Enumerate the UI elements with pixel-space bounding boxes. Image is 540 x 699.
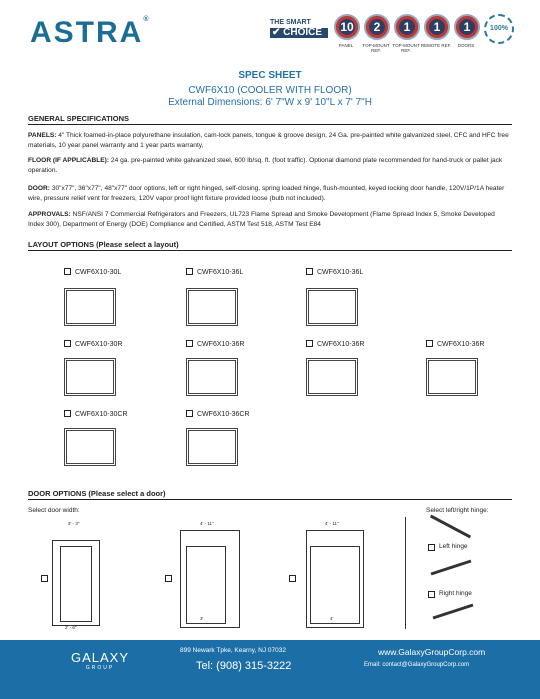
layout-options-heading: LAYOUT OPTIONS (Please select a layout) — [28, 240, 512, 251]
left-hinge-checkbox[interactable] — [428, 544, 435, 551]
layout-diagram-36l-a — [186, 288, 238, 326]
badge-label: DOORS — [457, 43, 475, 48]
badge-label: PANEL — [338, 43, 354, 48]
layout-option-36cr[interactable]: CWF6X10-36CR — [186, 410, 250, 420]
footer-website[interactable]: www.GalaxyGroupCorp.com — [378, 647, 486, 657]
layout-option-36r-c[interactable]: CWF6X10-36R — [426, 340, 484, 350]
warranty-badge-remote: 1 — [424, 14, 450, 40]
hinge-preview-icon — [430, 515, 471, 539]
layout-diagram-30l — [64, 288, 116, 326]
badge-label: TOP-MOUNT REF. — [362, 43, 390, 53]
door-30-checkbox[interactable] — [41, 575, 48, 582]
layout-checkbox[interactable] — [64, 410, 71, 417]
layout-checkbox[interactable] — [306, 340, 313, 347]
layout-diagram-30r — [64, 358, 116, 396]
layout-checkbox[interactable] — [186, 410, 193, 417]
door-30-top-dim: 3' - 3" — [68, 521, 80, 526]
badge-label: REMOTE REF. — [420, 43, 452, 48]
layout-option-36l-a[interactable]: CWF6X10-36L — [186, 268, 243, 278]
warranty-badge-panel: 10 — [334, 14, 360, 40]
layout-checkbox[interactable] — [186, 340, 193, 347]
layout-checkbox[interactable] — [64, 268, 71, 275]
door-spec: DOOR: 30"x77", 36"x77", 48"x77" door options, left or right hinged, self-closing, spring loaded hinge, flush-mounted, keyed locking door handle, 120V/1P/1A heater wire, pressure relief vent for freezers, 120V vapor proof light fixture provided loose (bulb not included). — [28, 185, 505, 202]
footer-email[interactable]: Email: contact@GalaxyGroupCorp.com — [364, 662, 470, 668]
left-hinge-icon — [431, 560, 472, 576]
layout-option-30l[interactable]: CWF6X10-30L — [64, 268, 121, 278]
layout-diagram-30cr — [64, 428, 116, 466]
layout-option-36r-a[interactable]: CWF6X10-36R — [186, 340, 244, 350]
door-36-bottom-dim: 3' — [200, 616, 204, 621]
layout-diagram-36r-b — [306, 358, 358, 396]
door-30-bottom-dim: 2' - 6" — [65, 625, 77, 630]
layout-checkbox[interactable] — [426, 340, 433, 347]
layout-checkbox[interactable] — [306, 268, 313, 275]
layout-diagram-36r-c — [426, 358, 478, 396]
astra-logo: ASTRA® — [30, 16, 151, 49]
door-36-checkbox[interactable] — [165, 575, 172, 582]
layout-option-36l-b[interactable]: CWF6X10-36L — [306, 268, 363, 278]
model-title: CWF6X10 (COOLER WITH FLOOR) — [188, 85, 352, 96]
panels-spec: PANELS: 4" Thick foamed-in-place polyurethane insulation, cam-lock panels, tongue & groove design, 24 Ga. pre-painted white galvanized steel, CFC and HFC free materials, 10 year panel warranty and 1 year parts warranty, — [28, 132, 509, 149]
door-48-bottom-dim: 4' — [330, 616, 334, 621]
door-options-heading: DOOR OPTIONS (Please select a door) — [28, 489, 512, 500]
left-hinge-label: Left hinge — [439, 543, 468, 550]
general-specs-heading: GENERAL SPECIFICATIONS — [28, 114, 512, 125]
layout-diagram-36l-b — [306, 288, 358, 326]
divider — [405, 517, 406, 629]
warranty-badge-topmount-1: 2 — [364, 14, 390, 40]
door-48-panel — [310, 546, 360, 624]
footer-phone: Tel: (908) 315-3222 — [196, 660, 292, 672]
warranty-badge-doors: 1 — [454, 14, 480, 40]
approvals-spec: APPROVALS: NSF/ANSI 7 Commercial Refrigerators and Freezers, UL723 Flame Spread and Smoke Development (Flame Spread Index 5, Smoke Developed Index 300), Department of Energy (DOE) Compliance and Certified, ASTM Test 518, ASTM Test E84 — [28, 211, 495, 228]
layout-diagram-36cr — [186, 428, 238, 466]
layout-checkbox[interactable] — [64, 340, 71, 347]
door-30-panel — [60, 546, 92, 622]
spec-sheet-title: SPEC SHEET — [238, 70, 302, 81]
door-width-label: Select door width: — [28, 507, 80, 514]
door-36-top-dim: 4' - 11" — [200, 521, 214, 526]
right-hinge-icon — [433, 604, 474, 620]
badge-label: TOP-MOUNT REF. — [392, 43, 420, 53]
hinge-label: Select left/right hinge: — [426, 507, 489, 514]
layout-option-30cr[interactable]: CWF6X10-30CR — [64, 410, 128, 420]
layout-diagram-36r-a — [186, 358, 238, 396]
door-36-panel — [186, 546, 226, 624]
warranty-badge-topmount-2: 1 — [394, 14, 420, 40]
layout-option-30r[interactable]: CWF6X10-30R — [64, 340, 122, 350]
dimensions-title: External Dimensions: 6' 7"W x 9' 10"L x 7' 7"H — [168, 97, 372, 108]
galaxy-logo: GALAXY GROUP — [70, 650, 130, 671]
floor-spec: FLOOR (IF APPLICABLE): 24 ga. pre-painted white galvanized steel, 600 lb/sq. ft. (foot traffic). Optional diamond plate recommended for hand-truck or pallet jack operation. — [28, 157, 503, 174]
smart-choice-badge: THE SMART ✔ CHOICE — [270, 18, 328, 48]
layout-option-36r-b[interactable]: CWF6X10-36R — [306, 340, 364, 350]
footer-address: 899 Newark Tpke, Kearny, NJ 07032 — [180, 647, 286, 654]
quality-seal-icon: 100% — [484, 14, 514, 44]
door-48-top-dim: 4' - 11" — [325, 521, 339, 526]
right-hinge-label: Right hinge — [439, 590, 472, 597]
layout-checkbox[interactable] — [186, 268, 193, 275]
right-hinge-checkbox[interactable] — [428, 591, 435, 598]
door-48-checkbox[interactable] — [289, 575, 296, 582]
